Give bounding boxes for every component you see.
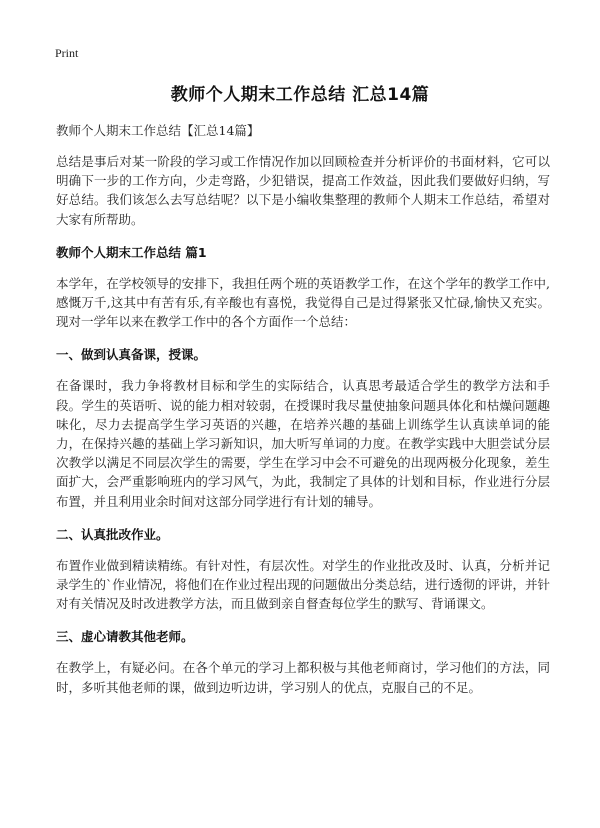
part3-heading: 三、虚心请教其他老师。 — [56, 629, 194, 645]
part3-paragraph: 在教学上，有疑必问。在各个单元的学习上都积极与其他老师商讨，学习他们的方法，同时，多听其他老师的课，做到边听边讲，学习别人的优点，克服自己的不足。 — [56, 660, 550, 695]
document-title: 教师个人期末工作总结 汇总14篇 — [170, 85, 430, 105]
part1-heading: 一、做到认真备课，授课。 — [56, 347, 207, 363]
part2-heading: 二、认真批改作业。 — [56, 526, 169, 542]
print-label: Print — [55, 46, 79, 60]
section-heading: 教师个人期末工作总结 篇1 — [56, 244, 207, 260]
intro-paragraph: 总结是事后对某一阶段的学习或工作情况作加以回顾检查并分析评价的书面材料，它可以明确下一步的工作方向，少走弯路，少犯错误，提高工作效益，因此我们要做好归纳，写好总结。我们该怎么去写总结呢？以下是小编收集整理的教师个人期末工作总结，希望对大家有所帮助。 — [56, 154, 550, 227]
section-intro-paragraph: 本学年，在学校领导的安排下，我担任两个班的英语教学工作，在这个学年的教学工作中,感慨万千,这其中有苦有乐,有辛酸也有喜悦，我觉得自己是过得紧张又忙碌,愉快又充实。现对一学年以来在教学工作中的各个方面作一个总结： — [56, 275, 550, 330]
document-body — [56, 121, 550, 711]
part1-paragraph: 在备课时，我力争将教材目标和学生的实际结合，认真思考最适合学生的教学方法和手段。学生的英语听、说的能力相对较弱，在授课时我尽量使抽象问题具体化和枯燥问题趣味化，尽力去提高学生学习英语的兴趣，在培养兴趣的基础上训练学生认真读单词的能力，在保持兴趣的基础上学习新知识，加大听写单词的力度。在教学实践中大胆尝试分层次教学以满足不同层次学生的需要，学生在学习中会不可避免的出现两极分化现象，差生面扩大，会严重影响班内的学习风气，为此，我制定了具体的计划和目标，作业进行分层布置，并且利用业余时间对这部分同学进行有计划的辅导。 — [56, 378, 550, 509]
document-subtitle: 教师个人期末工作总结【汇总14篇】 — [56, 123, 260, 138]
part2-paragraph: 布置作业做到精读精练。有针对性，有层次性。对学生的作业批改及时、认真，分析并记录学生的`作业情况，将他们在作业过程出现的问题做出分类总结，进行透彻的评讲，并针对有关情况及时改进教学方法，而且做到亲自督查每位学生的默写、背诵课文。 — [56, 557, 550, 612]
